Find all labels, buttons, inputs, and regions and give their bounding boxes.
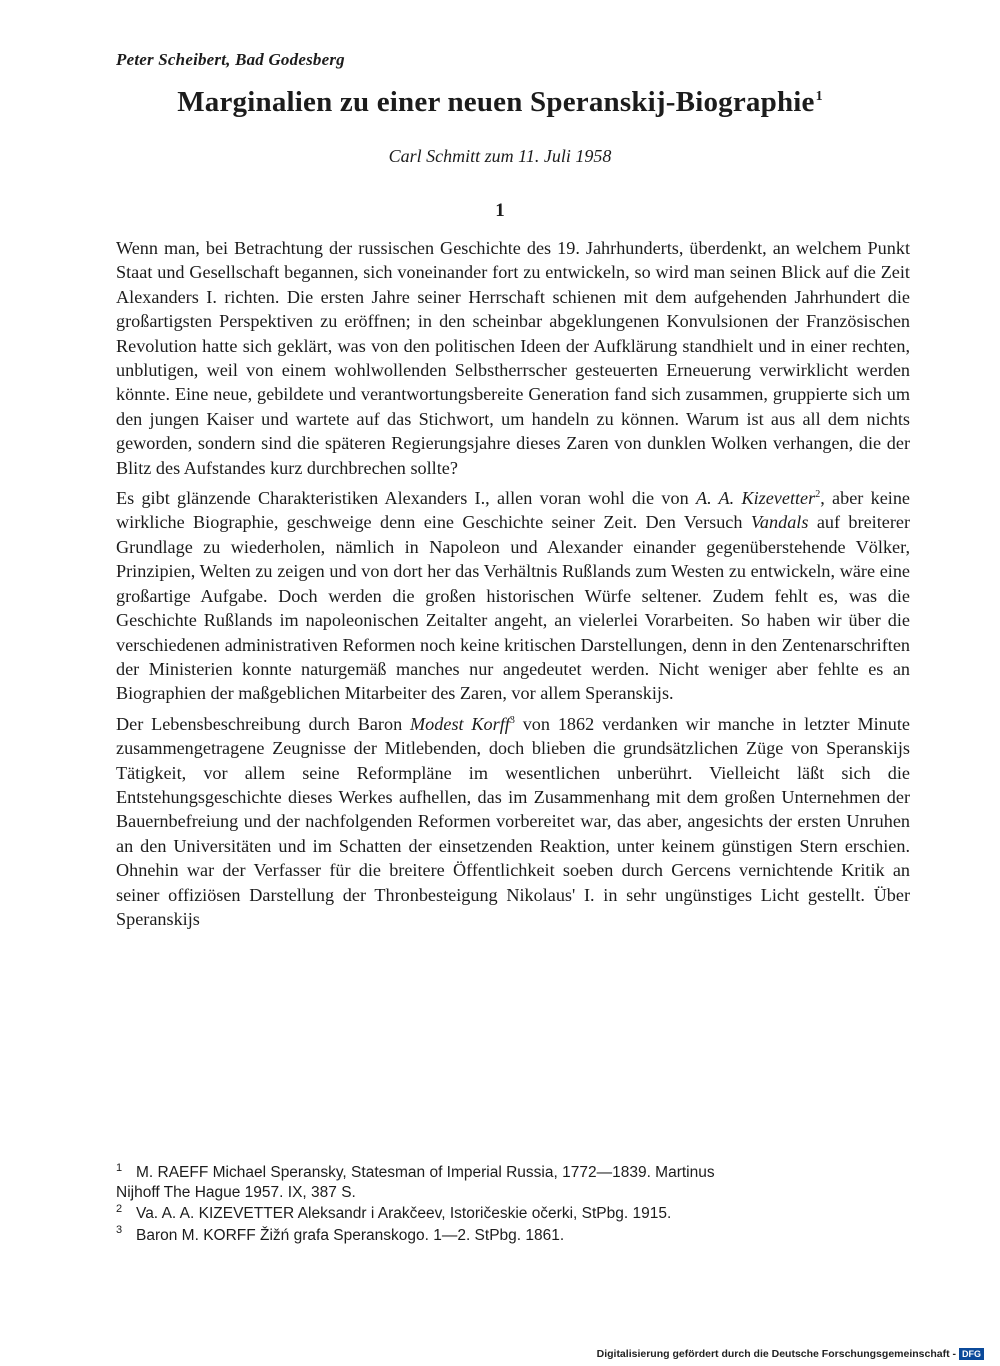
digitization-note: Digitalisierung gefördert durch die Deutsche Forschungsgemeinschaft -	[596, 1348, 956, 1360]
footnotes	[116, 1163, 910, 1247]
footnote-1-line-2: Nijhoff The Hague 1957. IX, 387 S.	[116, 1183, 356, 1201]
footnote-ref-2[interactable]: 2	[815, 489, 821, 500]
footnote-1-line-1: M. RAEFF Michael Speransky, Statesman of Imperial Russia, 1772—1839. Martinus	[136, 1164, 715, 1181]
paragraph-2	[116, 486, 910, 706]
paragraph-2-text-a: Es gibt glänzende Charakteristiken Alexanders I., allen voran wohl die von	[116, 488, 696, 509]
digitization-stamp	[597, 1348, 984, 1360]
title-text: Marginalien zu einer neuen Speranskij-Biographie	[177, 86, 815, 118]
paragraph-3-text-b: von 1862 verdanken wir manche in letzter Minute zusammengetragene Zeugnisse der Mitlebenden, doch blieben die grundsätzlichen Züge von Speranskijs Tätigkeit, vor allem seine Reformpläne im wesentlichen unberührt. Vielleicht läßt sich die Entstehungsgeschichte dieses Werkes aufhellen, das im Zusammenhang mit dem großen Unternehmen der Bauernbefreiung und der nachfolgenden Reformen vorbereitet war, das aber, angesichts der ersten Unruhen an den Universitäten und im Schatten der einsetzenden Reaktion, unter keinem günstigen Stern erschien. Ohnehin war der Verfasser für die breitere Öffentlichkeit soeben durch Gercens vernichtende Kritik an seiner offiziösen Darstellung der Thronbesteigung Nikolaus' I. in sehr ungünstiges Licht gestellt. Über Speranskijs	[116, 713, 910, 929]
author-name-vandal: Vandals	[750, 512, 809, 533]
footnote-1: 1 M. RAEFF Michael Speransky, Statesman of Imperial Russia, 1772—1839. Martinus Nijhoff The Hague 1957. IX, 387 S.	[116, 1163, 910, 1202]
dfg-logo[interactable]: DFG	[959, 1348, 984, 1360]
author-name-kizevetter: A. A. Kizevetter	[695, 488, 816, 509]
footnote-2-line-1: Va. A. A. KIZEVETTER Aleksandr i Arakčeev, Istoričeskie očerki, StPbg. 1915.	[136, 1205, 672, 1222]
title-footnote-ref[interactable]: 1	[815, 89, 823, 105]
footnote-ref-3[interactable]: 3	[509, 714, 515, 726]
footnote-3: 3 Baron M. KORFF Žižń grafa Speranskogo. 1—2. StPbg. 1861.	[116, 1224, 565, 1244]
section-number: 1	[495, 200, 505, 221]
paragraph-3	[116, 712, 910, 932]
footnote-2: 2 Va. A. A. KIZEVETTER Aleksandr i Arakčeev, Istoričeskie očerki, StPbg. 1915.	[116, 1202, 672, 1222]
author-line: Peter Scheibert, Bad Godesberg	[116, 50, 345, 69]
paragraph-2-text-c: auf breiterer Grundlage zu wiederholen, nämlich in Napoleon und Alexander einander gegenüberstehende Völker, Prinzipien, Welten zu zeigen und von dort her das Verhältnis Rußlands zum Westen zu entwickeln, wäre eine großartige Aufgabe. Doch werden die großen historischen Würfe seltener. Zudem fehlt es, was die Geschichte Rußlands im napoleonischen Zeitalter angeht, an vielerlei Vorarbeiten. So haben wir über die verschiedenen administrativen Reformen noch keine kritischen Darstellungen, denn in den Zentenarschriften der Ministerien konnte naturgemäß manches nur angedeutet werden. Nicht weniger aber fehlte es an Biographien der maßgeblichen Mitarbeiter des Zaren, vor allem Speranskijs.	[116, 512, 911, 704]
article-title	[0, 86, 1000, 119]
footnote-3-line-1: Baron M. KORFF Žižń grafa Speranskogo. 1—2. StPbg. 1861.	[136, 1226, 565, 1244]
paragraph-3-text-a: Der Lebensbeschreibung durch Baron	[116, 713, 411, 734]
dedication: Carl Schmitt zum 11. Juli 1958	[388, 146, 612, 166]
article-body	[116, 236, 910, 931]
author-name-korff: Modest Korff	[410, 713, 510, 734]
paragraph-2-text-b: , aber keine wirkliche Biographie, geschweige denn eine Geschichte seiner Zeit. Den Versuch	[116, 488, 910, 533]
paragraph-1: Wenn man, bei Betrachtung der russischen Geschichte des 19. Jahrhunderts, überdenkt, an welchem Punkt Staat und Gesellschaft begannen, sich voneinander fort zu entwickeln, so wird man seinen Blick auf die Zeit Alexanders I. richten. Die ersten Jahre seiner Herrschaft schienen mit dem aufgehenden Jahrhundert die großartigsten Perspektiven zu eröffnen; in den scheinbar abgeklungenen Konvulsionen der Französischen Revolution hatte sich geklärt, was von den politischen Ideen der Aufklärung standhielt und in einer rechten, unblutigen, weil von einem wohlwollenden Selbstherrscher gesteuerten Erneuerung verwirklicht werden könnte. Eine neue, gebildete und verantwortungsbereite Generation fand sich zusammen, gruppierte sich um den jungen Kaiser und wartete auf das Stichwort, um handeln zu können. Warum ist aus all dem nichts geworden, sondern sind die späteren Regierungsjahre dieses Zaren von dunklen Wolken verhangen, die der Blitz des Aufstandes kurz durchbrechen sollte?	[116, 238, 910, 478]
